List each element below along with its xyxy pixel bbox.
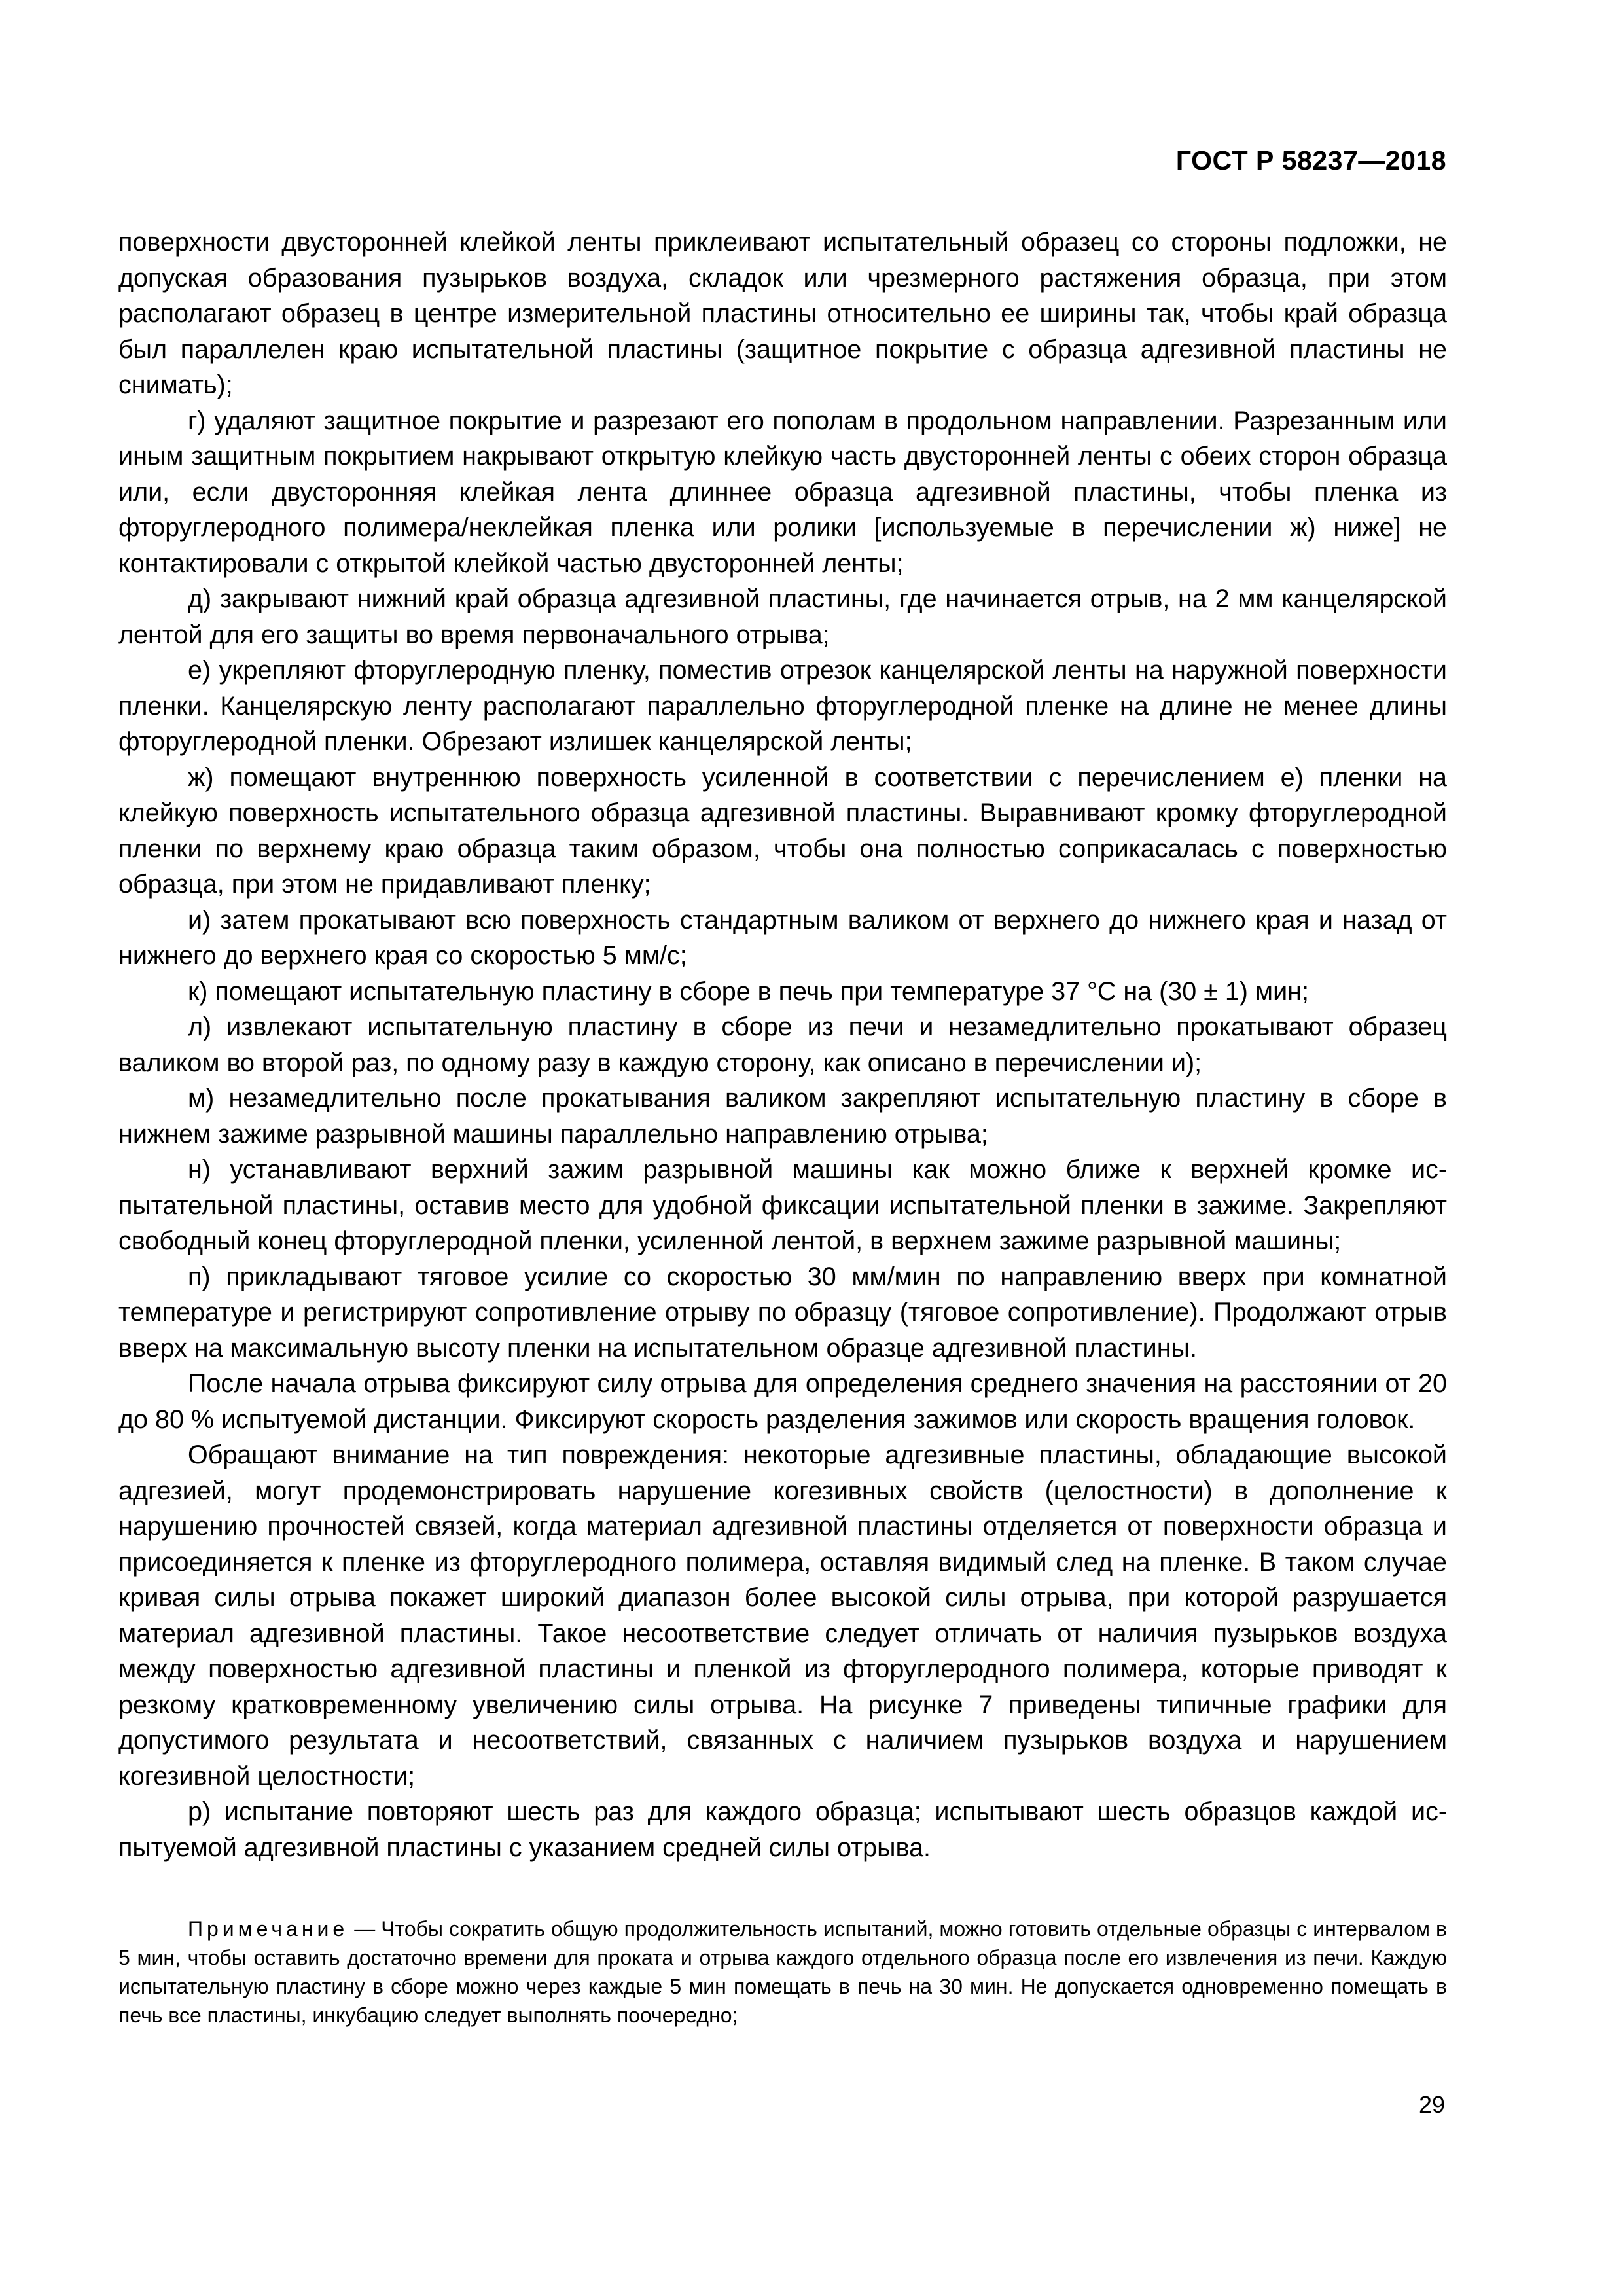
list-item-r: р) испытание повторяют шесть раз для каждого образца; испытывают шесть образцов каждой испытуемой адгезивной пластины с указанием средней силы отрыва. — [118, 1797, 1447, 1862]
list-item-i: и) затем прокатывают всю поверхность стандартным валиком от верхнего до нижнего края и назад от нижнего до верхнего края со скоростью 5 мм/с; — [118, 905, 1447, 970]
list-item-k: к) помещают испытательную пластину в сборе в печь при температуре 37 °С на (30 ± 1) мин; — [188, 977, 1309, 1006]
paragraph-continuation: поверхности двусторонней клейкой ленты приклеивают испытательный образец со стороны подложки, не допуская образования пузырьков воздуха, складок или чрезмерного растяжения образца, при этом располагают образец в центре измерительной пластины относительно ее ширины так, чтобы край образца был параллелен краю испытательной пластины (защитное покрытие с образца адгезивной пластины не снимать); — [118, 228, 1447, 399]
list-item-zh: ж) помещают внутреннюю поверхность усиленной в соответствии с перечислением е) пленки на клейкую поверхность испытательного образца адгезивной пластины. Выравнивают кромку фторуглеродной пленки по верхнему краю образца таким образом, чтобы она полностью соприкасалась с поверхностью образца, при этом не придавливают пленку; — [118, 762, 1447, 899]
list-item-e: е) укрепляют фторуглеродную пленку, поместив отрезок канцелярской ленты на наружной поверхности пленки. Канцелярскую ленту располагают параллельно фторуглеродной пленке на длине не менее длины фторуглеродной пленки. Обрезают излишек канцелярской ленты; — [118, 656, 1447, 756]
note-block — [118, 1914, 1447, 2030]
list-item-l: л) извлекают испытательную пластину в сборе из печи и незамедлительно прокатывают образец валиком во второй раз, по одному разу в каждую сторону, как описано в перечислении и); — [118, 1013, 1447, 1077]
list-item-g: г) удаляют защитное покрытие и разрезают его пополам в продольном направлении. Разрезанным или иным защитным покрытием накрывают открытую клейкую часть двусторонней ленты с обеих сторон образца или, если двусторонняя клейкая лента длиннее образца адгезивной пластины, чтобы пленка из фторуглеродного полимера/неклейкая пленка или ролики [используемые в перечислении ж) ниже] не контактировали с открытой клейкой частью двусторонней ленты; — [118, 406, 1447, 578]
list-item-m: м) незамедлительно после прокатывания валиком закрепляют испытательную пластину в сборе в нижнем зажиме разрывной машины параллельно направлению отрыва; — [118, 1084, 1447, 1149]
document-code: ГОСТ Р 58237—2018 — [1175, 145, 1446, 175]
note-paragraph — [118, 1914, 1447, 2030]
paragraph-peel-force: После начала отрыва фиксируют силу отрыва для определения среднего значения на расстоянии от 20 до 80 % испытуемой дистанции. Фиксируют скорость разделения зажимов или скорость вращения головок. — [118, 1369, 1447, 1434]
note-label: Примечание — [188, 1917, 349, 1941]
list-item-d: д) закрывают нижний край образца адгезивной пластины, где начинается отрыв, на 2 мм канцелярской лентой для его защиты во время первоначального отрыва; — [118, 584, 1447, 649]
page-number: 29 — [1418, 2091, 1445, 2118]
list-item-n: н) устанавливают верхний зажим разрывной машины как можно ближе к верхней кромке испытательной пластины, оставив место для удобной фиксации испытательной пленки в зажиме. Закрепляют свободный конец фторуглеродной пленки, усиленной лентой, в верхнем зажиме разрывной машины; — [118, 1155, 1447, 1255]
list-item-p: п) прикладывают тяговое усилие со скоростью 30 мм/мин по направлению вверх при комнатной температуре и регистрируют сопротивление отрыву по образцу (тяговое сопротивление). Продолжают отрыв вверх на максимальную высоту пленки на испытательном образце адгезивной пластины. — [118, 1262, 1447, 1363]
note-text: — Чтобы сократить общую продолжительность испытаний, можно готовить отдельные образцы с интервалом в 5 мин, чтобы оставить достаточно времени для проката и отрыва каждого отдельного образца после его извлечения из печи. Каждую испытательную пластину в сборе можно через каждые 5 мин помещать в печь на 30 мин. Не допускается одновременно помещать в печь все пластины, инкубацию следует выполнять поочередно; — [118, 1917, 1447, 2027]
main-text — [118, 224, 1447, 1865]
paragraph-failure-type: Обращают внимание на тип повреждения: некоторые адгезивные пластины, обладающие высокой адгезией, могут продемонстрировать нарушение когезивных свойств (целостности) в дополнение к нарушению прочностей связей, когда материал адгезивной пластины отделяется от поверхности образца и присоединяется к пленке из фторуглеродного полимера, оставляя видимый след на пленке. В таком случае кривая силы отрыва покажет широкий диапазон более высокой силы отрыва, при которой разрушается материал адгезивной пластины. Такое несоответствие следует отличать от наличия пузырьков воздуха между поверхностью адгезивной пластины и пленкой из фторуглеродного полимера, которые приводят к резкому кратковременному увеличению силы отрыва. На рисунке 7 приведены типичные графики для допустимого результата и несоответствий, связанных с наличием пузырьков воздуха и нарушением когезивной целостности; — [118, 1441, 1447, 1791]
